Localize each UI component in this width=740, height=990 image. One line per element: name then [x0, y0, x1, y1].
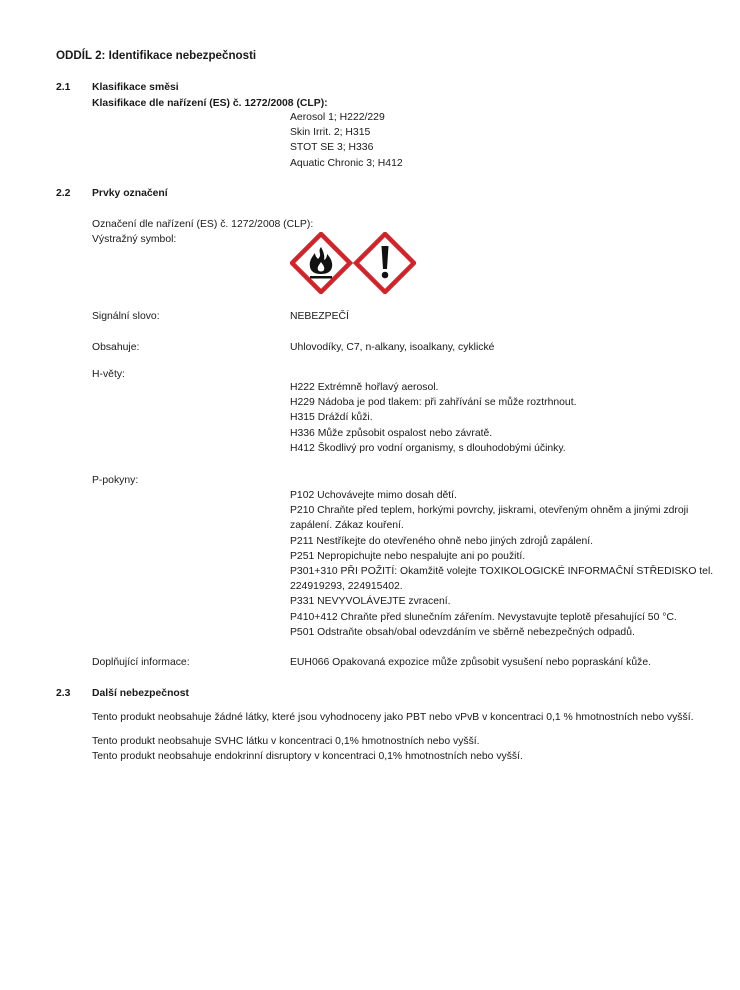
classification-item: STOT SE 3; H336 — [290, 142, 374, 154]
contains-value: Uhlovodíky, C7, n-alkany, isoalkany, cyklické — [290, 342, 495, 353]
section-2-1-heading: Klasifikace směsi — [92, 82, 179, 93]
supplementary-info-value: EUH066 Opakovaná expozice může způsobit vysušení nebo popraskání kůže. — [290, 657, 651, 668]
symbol-label: Výstražný symbol: — [92, 234, 177, 245]
other-hazards-paragraph: Tento produkt neobsahuje endokrinní disruptory v koncentraci 0,1% hmotnostních nebo vyšší. — [92, 751, 523, 762]
clp-classification-heading: Klasifikace dle nařízení (ES) č. 1272/2008 (CLP): — [92, 98, 328, 109]
p-statement: P102 Uchovávejte mimo dosah dětí. — [290, 490, 457, 501]
p-statement: P331 NEVYVOLÁVEJTE zvracení. — [290, 596, 451, 608]
classification-list — [290, 110, 403, 171]
signal-word-label: Signální slovo: — [92, 311, 160, 322]
p-statements-label: P-pokyny: — [92, 475, 139, 486]
h-statement: H315 Dráždí kůži. — [290, 412, 373, 424]
h-statements-list — [290, 380, 576, 456]
h-statement: H336 Může způsobit ospalost nebo závratě. — [290, 427, 493, 439]
other-hazards-paragraph: Tento produkt neobsahuje žádné látky, které jsou vyhodnoceny jako PBT nebo vPvB v koncentraci 0,1 % hmotnostních nebo vyšší. — [92, 712, 694, 723]
p-statement: P210 Chraňte před teplem, horkými povrchy, jiskrami, otevřeným ohněm a jinými zdroji — [290, 505, 689, 517]
classification-item: Aerosol 1; H222/229 — [290, 112, 385, 123]
p-statement: P501 Odstraňte obsah/obal odevzdáním ve sběrně nebezpečných odpadů. — [290, 626, 635, 638]
section-title: ODDÍL 2: Identifikace nebezpečnosti — [56, 49, 257, 62]
h-statement: H222 Extrémně hořlavý aerosol. — [290, 382, 439, 393]
p-statement-continuation: 224919293, 224915402. — [290, 581, 403, 593]
h-statement: H229 Nádoba je pod tlakem: při zahřívání se může roztrhnout. — [290, 397, 577, 409]
exclamation-pictogram-icon — [356, 234, 414, 292]
p-statement: P211 Nestříkejte do otevřeného ohně nebo jiných zdrojů zapálení. — [290, 535, 594, 547]
hazard-pictograms — [290, 232, 416, 294]
p-statement: P301+310 PŘI POŽITÍ: Okamžitě volejte TOXIKOLOGICKÉ INFORMAČNÍ STŘEDISKO tel. — [290, 566, 714, 578]
signal-word-value: NEBEZPEČÍ — [290, 311, 349, 322]
classification-item: Aquatic Chronic 3; H412 — [290, 157, 403, 169]
section-2-2-heading: Prvky označení — [92, 188, 168, 199]
p-statements-list — [290, 488, 713, 640]
section-2-3-number: 2.3 — [56, 688, 71, 699]
p-statement: P251 Nepropichujte nebo nespalujte ani po použití. — [290, 550, 526, 562]
other-hazards-paragraph: Tento produkt neobsahuje SVHC látku v koncentraci 0,1% hmotnostních nebo vyšší. — [92, 736, 480, 747]
p-statement: P410+412 Chraňte před slunečním zářením. Nevystavujte teplotě přesahující 50 °C. — [290, 611, 677, 623]
flame-pictogram-icon — [292, 234, 350, 292]
section-2-3-heading: Další nebezpečnost — [92, 688, 190, 699]
supplementary-info-label: Doplňující informace: — [92, 657, 190, 668]
p-statement-continuation: zapálení. Zákaz kouření. — [290, 520, 404, 532]
section-2-1-number: 2.1 — [56, 82, 71, 93]
section-2-2-number: 2.2 — [56, 188, 71, 199]
h-statements-label: H-věty: — [92, 369, 125, 380]
clp-label: Označení dle nařízení (ES) č. 1272/2008 (CLP): — [92, 219, 314, 230]
classification-item: Skin Irrit. 2; H315 — [290, 127, 371, 139]
h-statement: H412 Škodlivý pro vodní organismy, s dlouhodobými účinky. — [290, 442, 566, 454]
contains-label: Obsahuje: — [92, 342, 140, 353]
